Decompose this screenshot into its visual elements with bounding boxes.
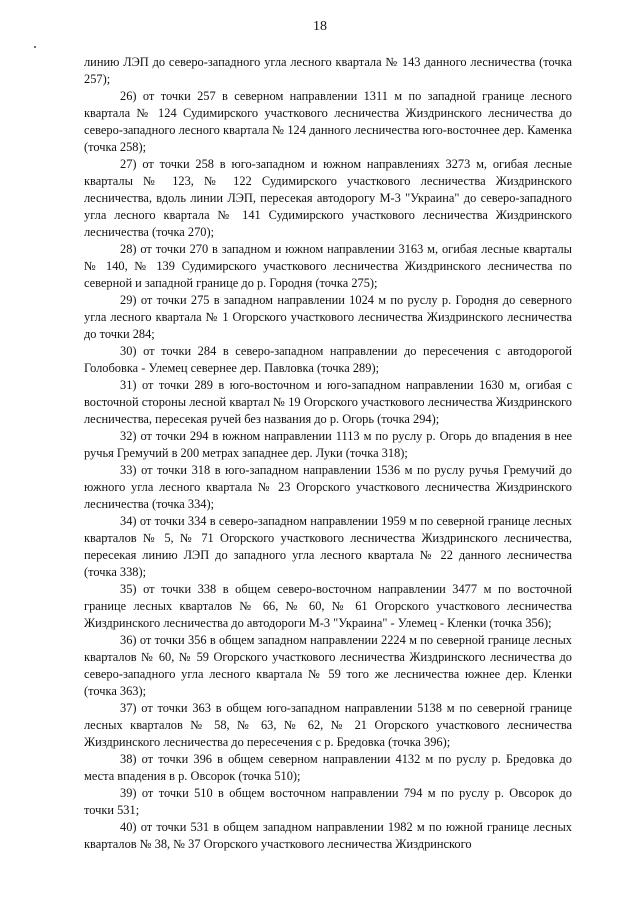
list-item-37: 37) от точки 363 в общем юго-западном направлении 5138 м по северной границе лесных кварталов № 58, № 63, № 62, № 21 Огорского участкового лесничества Жиздринского лесничества до пересечения с р. Бредовка (точка 396);: [84, 701, 572, 749]
list-item-39: 39) от точки 510 в общем восточном направлении 794 м по руслу р. Овсорок до точки 531;: [84, 786, 572, 817]
list-item-32: 32) от точки 294 в южном направлении 1113 м по руслу р. Огорь до впадения в нее ручья Гремучий в 200 метрах западнее дер. Луки (точка 318);: [84, 429, 572, 460]
scan-speck: [34, 46, 36, 48]
page-number: 18: [313, 19, 327, 34]
continuation-paragraph: линию ЛЭП до северо-западного угла лесного квартала № 143 данного лесничества (точка 257);: [84, 55, 572, 86]
list-item-31: 31) от точки 289 в юго-восточном и юго-западном направлении 1630 м, огибая с восточной стороны лесной квартал № 19 Огорского участкового лесничества Жиздринского лесничества, пересекая ручей без названия до р. Огорь (точка 294);: [84, 378, 572, 426]
list-item-36: 36) от точки 356 в общем западном направлении 2224 м по северной границе лесных кварталов № 60, № 59 Огорского участкового лесничества Жиздринского лесничества до северо-западного угла лесного квартала № 59 того же лесничества южнее дер. Кленки (точка 363);: [84, 633, 572, 698]
list-item-33: 33) от точки 318 в юго-западном направлении 1536 м по руслу ручья Гремучий до южного угла лесного квартала № 23 Огорского участкового лесничества Жиздринского лесничества (точка 334);: [84, 463, 572, 511]
list-item-40: 40) от точки 531 в общем западном направлении 1982 м по южной границе лесных кварталов № 38, № 37 Огорского участкового лесничества Жиздринского: [84, 820, 572, 851]
list-item-29: 29) от точки 275 в западном направлении 1024 м по руслу р. Городня до северного угла лесного квартала № 1 Огорского участкового лесничества Жиздринского лесничества до точки 284;: [84, 293, 572, 341]
list-item-26: 26) от точки 257 в северном направлении 1311 м по западной границе лесного квартала № 124 Судимирского участкового лесничества Жиздринского лесничества до северо-западного лесного квартала № 124 данного лесничества юго-восточнее дер. Каменка (точка 258);: [84, 89, 572, 154]
list-item-38: 38) от точки 396 в общем северном направлении 4132 м по руслу р. Бредовка до места впадения в р. Овсорок (точка 510);: [84, 752, 572, 783]
list-item-28: 28) от точки 270 в западном и южном направлении 3163 м, огибая лесные кварталы № 140, № 139 Судимирского участкового лесничества Жиздринского лесничества по северной и западной границе до р. Городня (точка 275);: [84, 242, 572, 290]
list-item-30: 30) от точки 284 в северо-западном направлении до пересечения с автодорогой Голобовка - Улемец севернее дер. Павловка (точка 289);: [84, 344, 572, 375]
list-item-35: 35) от точки 338 в общем северо-восточном направлении 3477 м по восточной границе лесных кварталов № 66, № 60, № 61 Огорского участкового лесничества Жиздринского лесничества до автодороги М-3 "Украина" - Улемец - Кленки (точка 356);: [84, 582, 572, 630]
list-item-34: 34) от точки 334 в северо-западном направлении 1959 м по северной границе лесных кварталов № 5, № 71 Огорского участкового лесничества Жиздринского лесничества, пересекая линию ЛЭП до западного угла лесного квартала № 22 данного лесничества (точка 338);: [84, 514, 572, 579]
list-item-27: 27) от точки 258 в юго-западном и южном направлениях 3273 м, огибая лесные кварталы № 123, № 122 Судимирского участкового лесничества Жиздринского лесничества, вдоль линии ЛЭП, пересекая автодорогу М-3 "Украина" до северо-западного угла лесного квартала № 141 Судимирского участкового лесничества Жиздринского лесничества (точка 270);: [84, 157, 572, 239]
document-body: [84, 54, 572, 853]
